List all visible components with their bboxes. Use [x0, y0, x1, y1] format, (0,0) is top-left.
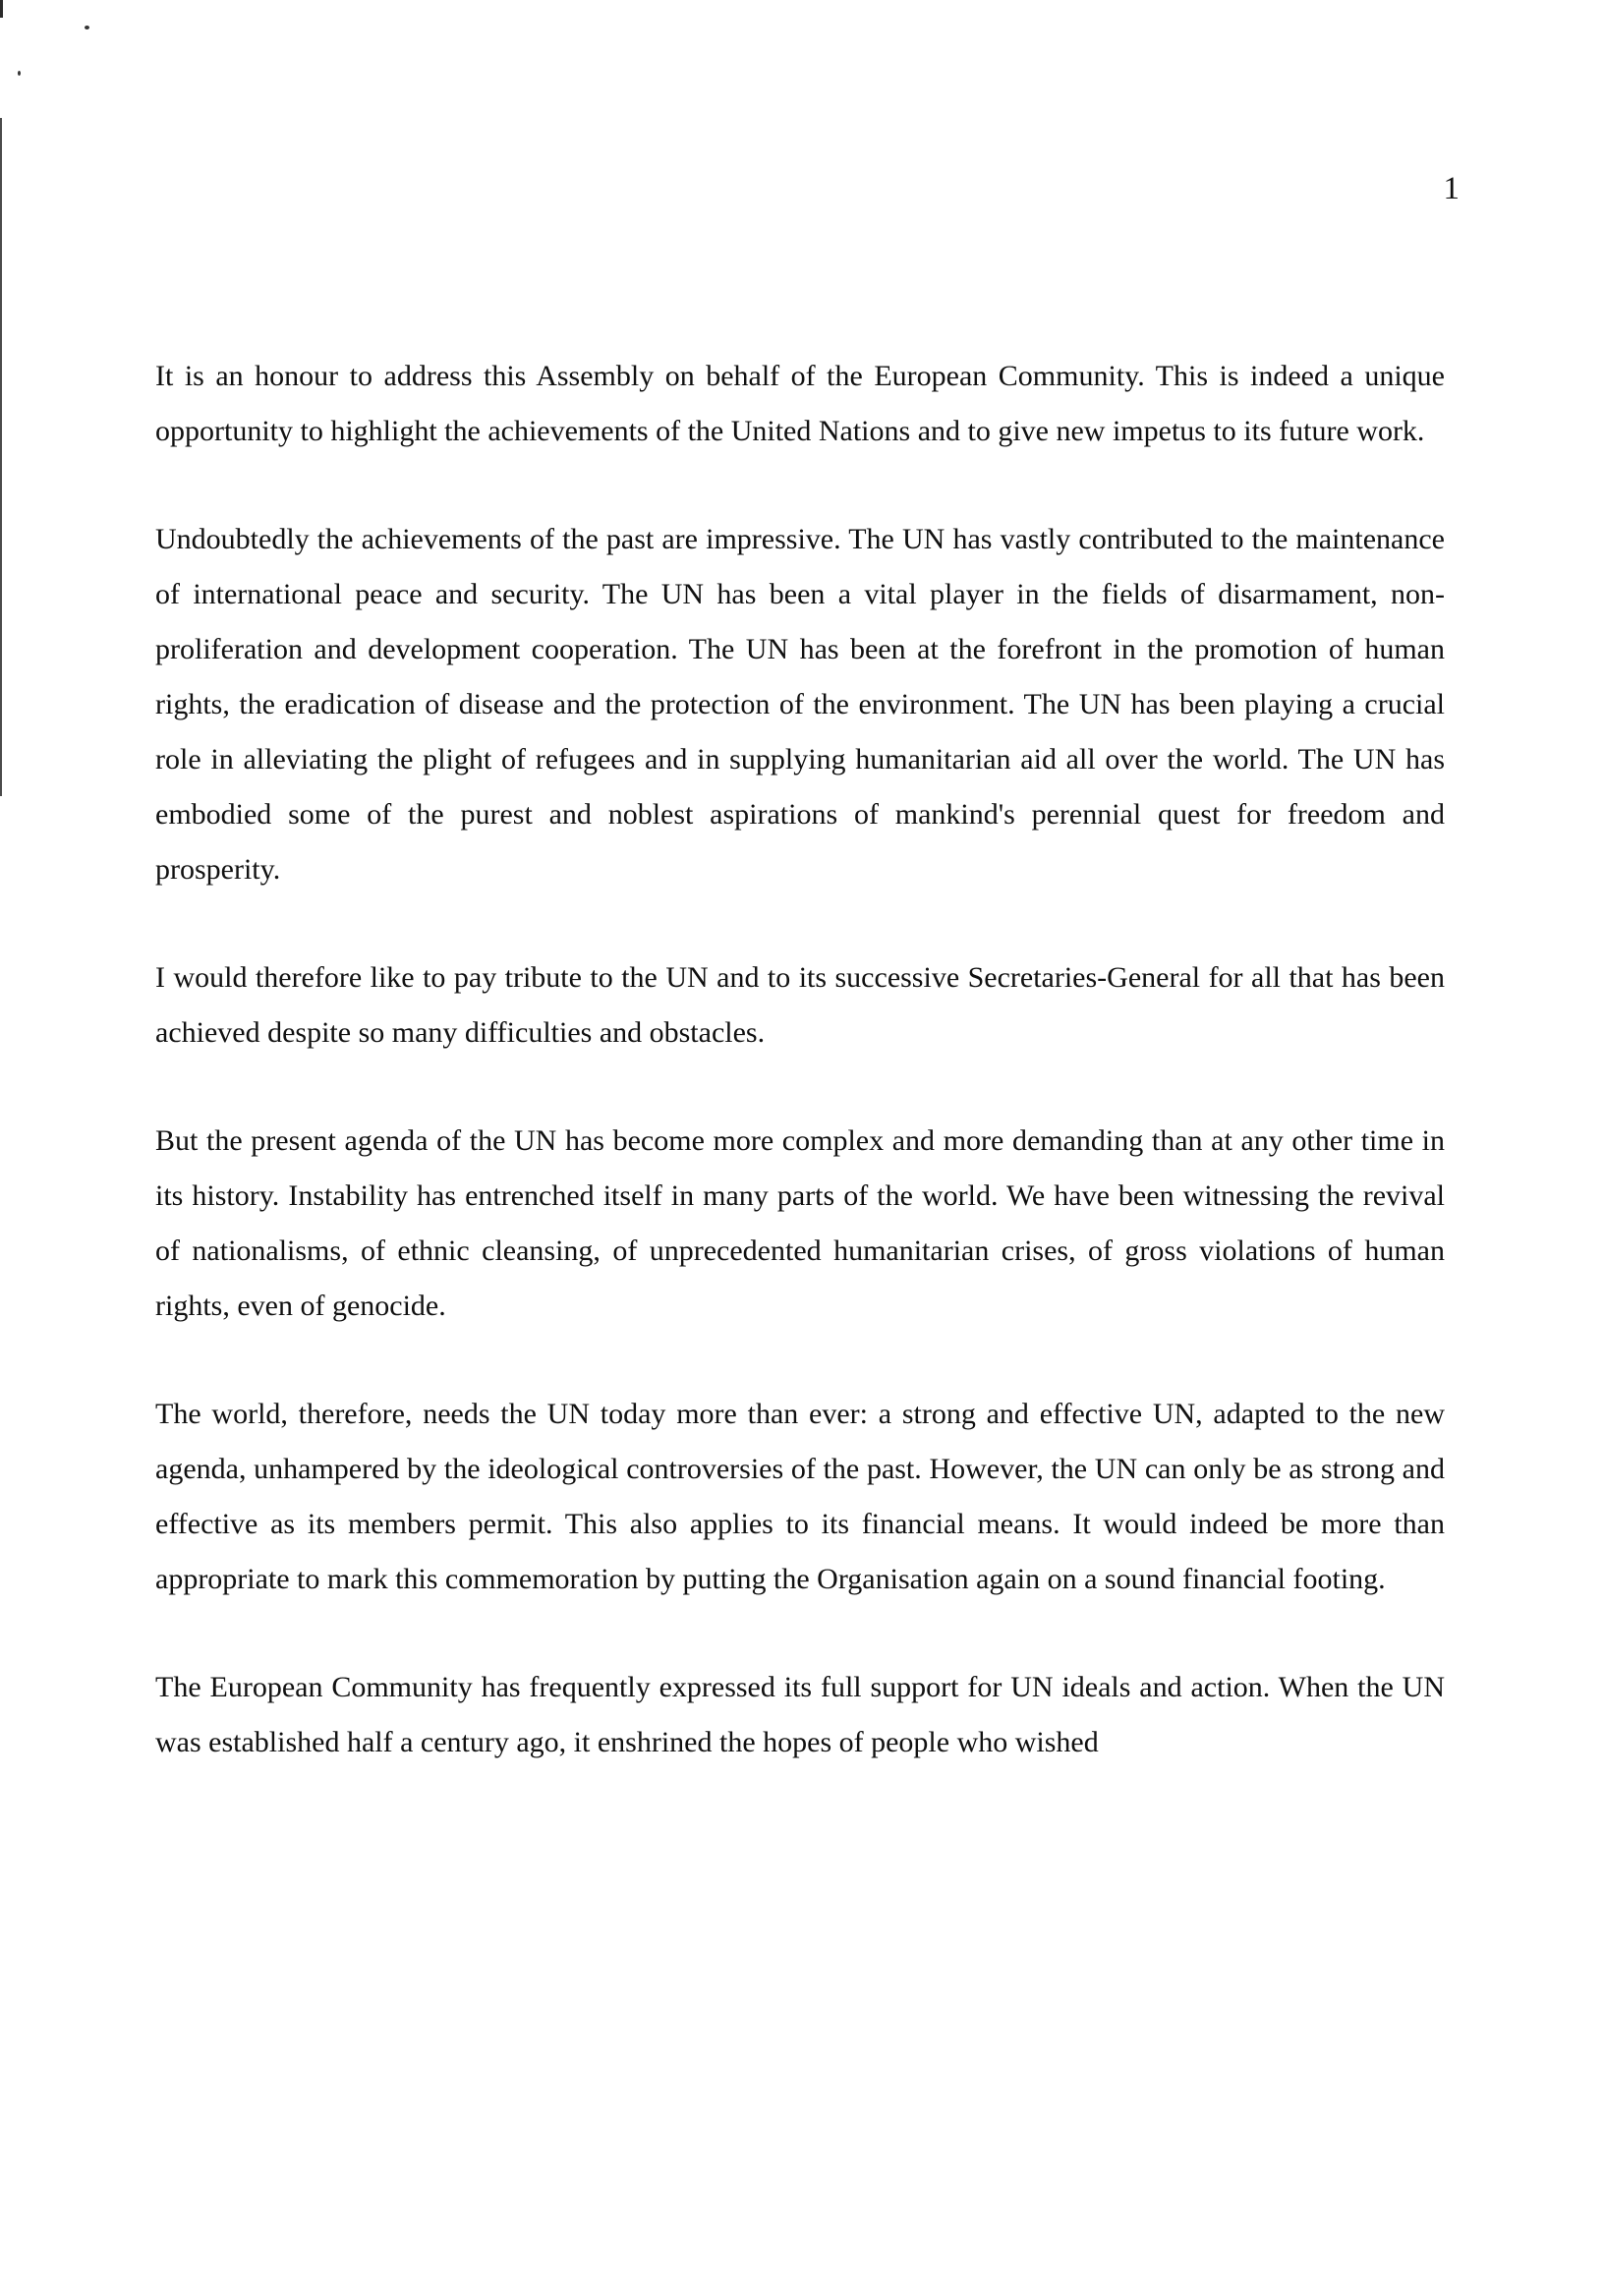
body-text: [155, 349, 1445, 1770]
scan-speck: [18, 71, 21, 76]
scan-speck: [85, 26, 89, 29]
page-number: 1: [1443, 171, 1460, 206]
paragraph-6: The European Community has frequently expressed its full support for UN ideals and action. When the UN was established half a century ago, it enshrined the hopes of people who wished: [155, 1671, 1445, 1758]
paragraph-5: The world, therefore, needs the UN today more than ever: a strong and effective UN, adapted to the new agenda, unhampered by the ideological controversies of the past. However, the UN can only be as strong and effective as its members permit. This also applies to its financial means. It would indeed be more than appropriate to mark this commemoration by putting the Organisation again on a sound financial footing.: [155, 1398, 1445, 1595]
paragraph-3: I would therefore like to pay tribute to the UN and to its successive Secretaries-General for all that has been achieved despite so many difficulties and obstacles.: [155, 961, 1445, 1049]
scan-edge-mark: [0, 0, 3, 18]
paragraph-1: It is an honour to address this Assembly on behalf of the European Community. This is indeed a unique opportunity to highlight the achievements of the United Nations and to give new impetus to its future work.: [155, 360, 1445, 447]
paragraph-4: But the present agenda of the UN has become more complex and more demanding than at any other time in its history. Instability has entrenched itself in many parts of the world. We have been witnessing the revival of nationalisms, of ethnic cleansing, of unprecedented humanitarian crises, of gross violations of human rights, even of genocide.: [155, 1124, 1445, 1322]
scan-edge-line: [0, 118, 2, 796]
paragraph-2: Undoubtedly the achievements of the past are impressive. The UN has vastly contributed to the maintenance of international peace and security. The UN has been a vital player in the fields of disarmament, non-proliferation and development cooperation. The UN has been at the forefront in the promotion of human rights, the eradication of disease and the protection of the environment. The UN has been playing a crucial role in alleviating the plight of refugees and in supplying humanitarian aid all over the world. The UN has embodied some of the purest and noblest aspirations of mankind's perennial quest for freedom and prosperity.: [155, 523, 1445, 886]
